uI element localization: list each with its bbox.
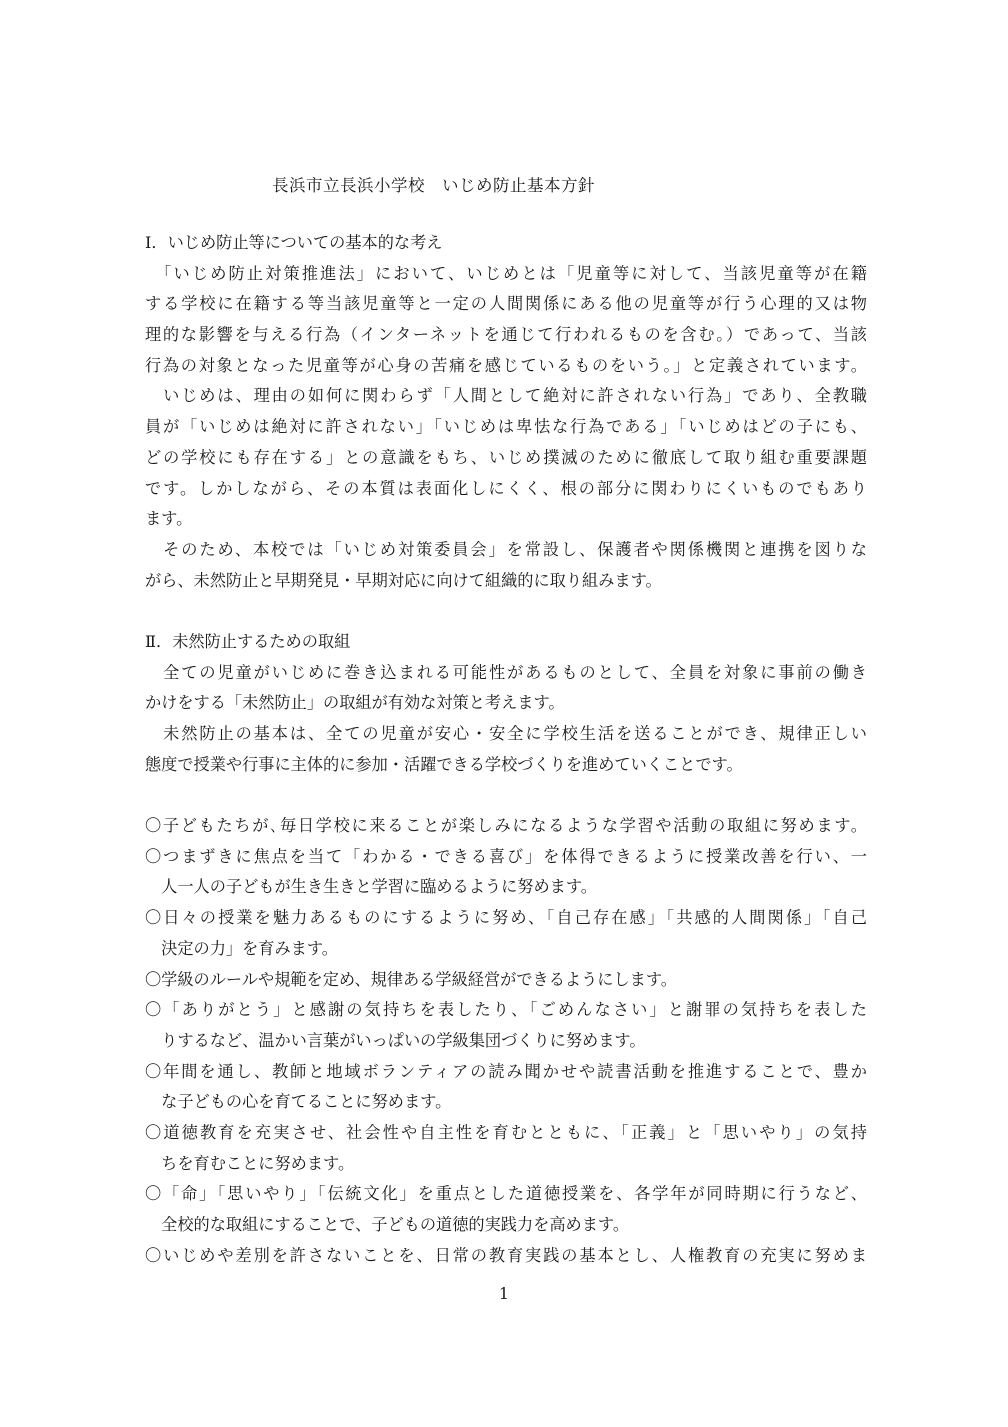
text-line: ます。 [145, 509, 193, 529]
blank-line [145, 780, 867, 811]
text-line: 態度で授業や行事に主体的に参加・活躍できる学校づくりを進めていくことです。 [145, 754, 743, 774]
text-line: 行為の対象となった児童等が心身の苦痛を感じているものをいう。」と定義されています。 [145, 355, 867, 375]
text-line: 〇子どもたちが､毎日学校に来ることが楽しみになるような学習や活動の取組に努めます。 [145, 816, 867, 836]
text-line: 〇「命」「思いやり」「伝統文化」を重点とした道徳授業を、各学年が同時期に行うなど、 [145, 1184, 867, 1204]
text-line: 決定の力」を育みます。 [145, 938, 338, 958]
page-number: 1 [498, 1284, 510, 1303]
text-line: Ⅰ．いじめ防止等についての基本的な考え [145, 233, 443, 252]
text-line: 人一人の子どもが生き生きと学習に臨めるように努めます。 [145, 877, 597, 897]
text-line: です。しかしながら、その本質は表面化しにくく、根の部分に関わりにくいものでもあり [145, 478, 867, 498]
page-title: 長浜市立長浜小学校 いじめ防止基本方針 [272, 176, 595, 195]
text-line: 〇学級のルールや規範を定め、規律ある学級経営ができるようにします。 [145, 969, 677, 989]
text-line: 員が「いじめは絶対に許されない」「いじめは卑怯な行為である」「いじめはどの子にも、 [145, 417, 867, 437]
text-line: どの学校にも存在する」との意識をもち、いじめ撲滅のために徹底して取り組む重要課題 [145, 447, 867, 467]
text-line: 〇年間を通し、教師と地域ボランティアの読み聞かせや読書活動を推進することで、豊か [145, 1061, 867, 1081]
text-line: そのため、本校では「いじめ対策委員会」を常設し、保護者や関係機関と連携を図りな [145, 539, 867, 559]
text-line: 〇つまずきに焦点を当て「わかる・できる喜び」を体得できるように授業改善を行い、一 [145, 846, 867, 866]
text-line: いじめは、理由の如何に関わらず「人間として絶対に許されない行為」であり、全教職 [145, 386, 867, 406]
document-body [145, 228, 867, 1271]
text-line: りするなど、温かい言葉がいっぱいの学級集団づくりに努めます。 [145, 1030, 646, 1050]
text-line: 理的な影響を与える行為（インターネットを通じて行われるものを含む。）であって、当該 [145, 325, 867, 345]
text-line: 〇いじめや差別を許さないことを、日常の教育実践の基本とし、人権教育の充実に努めま [145, 1245, 867, 1265]
text-line: 未然防止の基本は、全ての児童が安心・安全に学校生活を送ることができ、規律正しい [145, 724, 867, 743]
text-line: 〇日々の授業を魅力あるものにするように努め、「自己存在感」「共感的人間関係」「自己 [145, 908, 867, 928]
text-line: ちを育むことに努めます。 [145, 1153, 355, 1173]
text-line: 〇「ありがとう」と感謝の気持ちを表したり、「ごめんなさい」と謝罪の気持ちを表した [145, 1000, 867, 1020]
text-line: 全ての児童がいじめに巻き込まれる可能性があるものとして、全員を対象に事前の働き [145, 662, 867, 682]
text-line: がら、未然防止と早期発見・早期対応に向けて組織的に取り組みます。 [145, 570, 662, 590]
text-line: 全校的な取組にすることで、子どもの道徳的実践力を高めます。 [145, 1215, 630, 1234]
text-line: Ⅱ．未然防止するための取組 [145, 631, 351, 651]
text-line: 「いじめ防止対策推進法」において、いじめとは「児童等に対して、当該児童等が在籍 [145, 263, 867, 283]
blank-line [145, 596, 867, 627]
text-line: かけをする「未然防止」の取組が有効な対策と考えます。 [145, 693, 565, 713]
text-line: 〇道徳教育を充実させ、社会性や自主性を育むとともに、「正義」と「思いやり」の気持 [145, 1122, 867, 1142]
text-line: する学校に在籍する等当該児童等と一定の人間関係にある他の児童等が行う心理的又は物 [145, 294, 867, 314]
text-line: な子どもの心を育てることに努めます。 [145, 1092, 452, 1112]
